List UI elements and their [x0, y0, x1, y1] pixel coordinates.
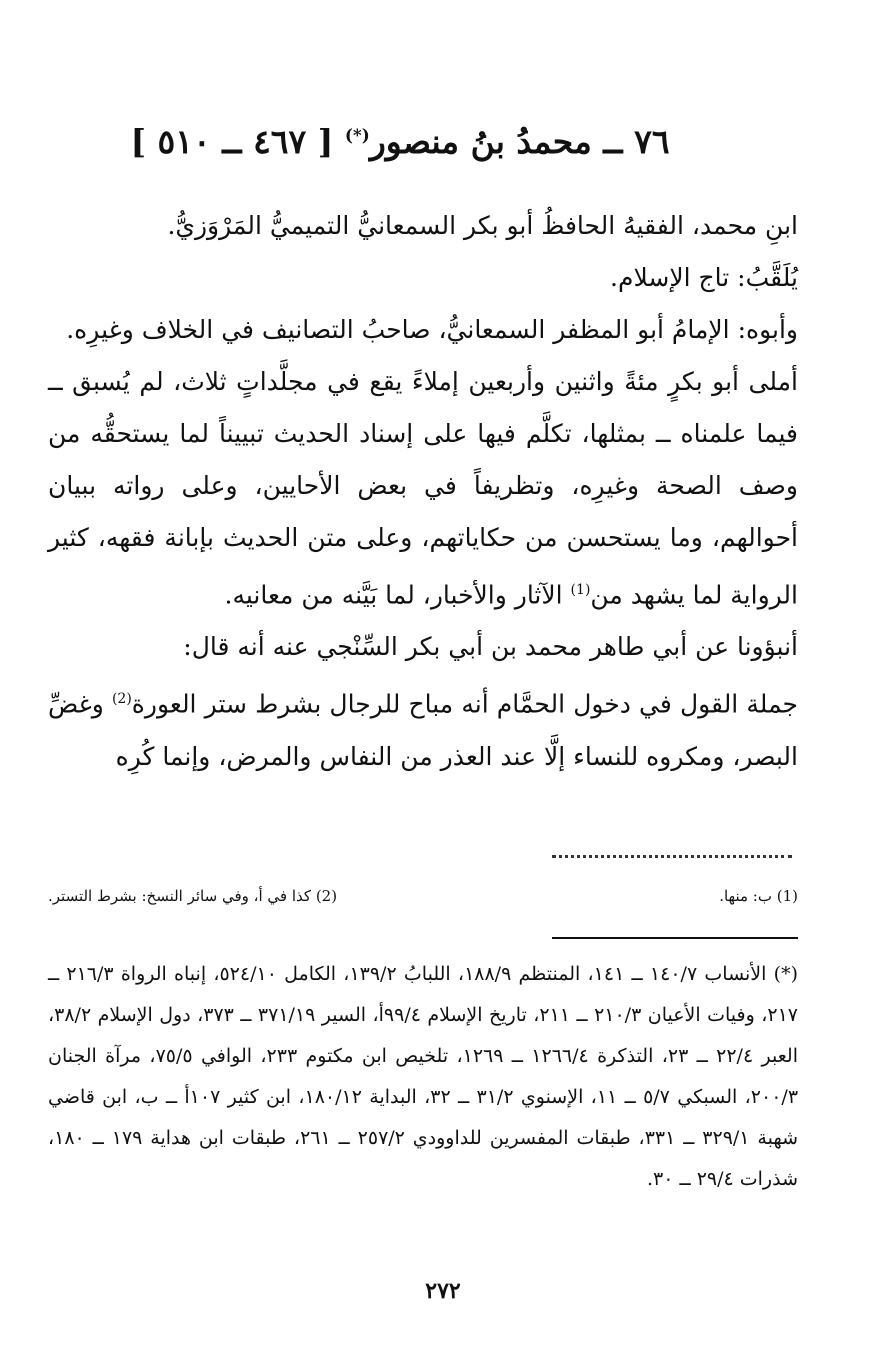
page-number: ٢٧٢ [425, 1278, 461, 1304]
paragraph-dictation-end: الآثار والأخبار، لما بَيَّنه من معانيه. [224, 580, 571, 610]
footnote-1: (1) ب: منها. [719, 887, 798, 905]
paragraph-lineage: ابنِ محمد، الفقيهُ الحافظُ أبو بكر السمعانيُّ التميميُّ المَرْوَزيُّ. [167, 211, 798, 240]
heading-dash: ــ [603, 122, 623, 161]
entry-dates: [ ٤٦٧ ــ ٥١٠ ] [130, 122, 334, 161]
paragraph-narration: أنبؤونا عن أبي طاهر محمد بن أبي بكر السِّنْجي عنه أنه قال: [183, 632, 798, 662]
paragraph-dictation [48, 356, 798, 621]
paragraph-father: وأبوه: الإمامُ أبو المظفر السمعانيُّ، صاحبُ التصانيف في الخلاف وغيرِه. [66, 315, 798, 344]
paragraph-quote-text: جملة القول في دخول الحمَّام أنه مباح للرجال بشرط ستر العورة [131, 689, 798, 719]
entry-number: ٧٦ [634, 122, 670, 161]
main-text [48, 200, 798, 783]
sources-separator [552, 937, 798, 939]
footnote-2: (2) كذا في أ، وفي سائر النسخ: بشرط التستر. [48, 887, 338, 905]
footnote-ref-1: (1) [570, 582, 591, 598]
paragraph-quote [48, 673, 798, 782]
paragraph-quote-end: وغضِّ البصر، ومكروه للنساء إلَّا عند العذر من النفاس والمرض، وإنما كُرِه [48, 689, 798, 771]
footnote-ref-2: (2) [111, 691, 132, 708]
paragraph-dictation-text: أملى أبو بكرٍ مئةً واثنين وأربعين إملاءً يقع في مجلَّداتٍ ثلاث، لم يُسبق ــ فيما علمناه ــ بمثلها، تكلَّم فيها على إسناد الحديث تبييناً لما يستحقُّه من وصف الصحة وغيرِه، وتظريفاً في بعض الأحايين، وعلى رواته ببيان أحوالهم، وما يستحسن من حكاياتهم، وعلى متن الحديث بإبانة فقهه، كثير الرواية لما يشهد من [48, 367, 798, 610]
source-marker: (*) [344, 126, 370, 146]
entry-heading [120, 112, 680, 166]
sources-note: (*) الأنساب ١٤٠/٧ ــ ١٤١، المنتظم ١٨٨/٩، اللبابُ ١٣٩/٢، الكامل ٥٢٤/١٠، إنباه الرواة ٢١٦/٣ ــ ٢١٧، وفيات الأعيان ٢١٠/٣ ــ ٢١١، تاريخ الإسلام ٩٩/٤أ، السير ٣٧١/١٩ ــ ٣٧٣، دول الإسلام ٣٨/٢، العبر ٢٢/٤ ــ ٢٣، التذكرة ١٢٦٦/٤ ــ ١٢٦٩، تلخيص ابن مكتوم ٢٣٣، الوافي ٧٥/٥، مرآة الجنان ٢٠٠/٣، السبكي ٥/٧ ــ ١١، الإسنوي ٣١/٢ ــ ٣٢، البداية ١٨٠/١٢، ابن كثير ١٠٧أ ــ ب، ابن قاضي شهبة ٣٢٩/١ ــ ٣٣١، طبقات المفسرين للداوودي ٢٥٧/٢ ــ ٢٦١، طبقات ابن هداية ١٧٩ ــ ١٨٠، شذرات ٢٩/٤ ــ ٣٠. [48, 963, 799, 1190]
entry-name: محمدُ بنُ منصور [369, 122, 592, 161]
footnotes [48, 884, 798, 908]
paragraph-title: يُلَقَّبُ: تاج الإسلام. [610, 263, 798, 292]
footnote-separator [552, 855, 792, 858]
